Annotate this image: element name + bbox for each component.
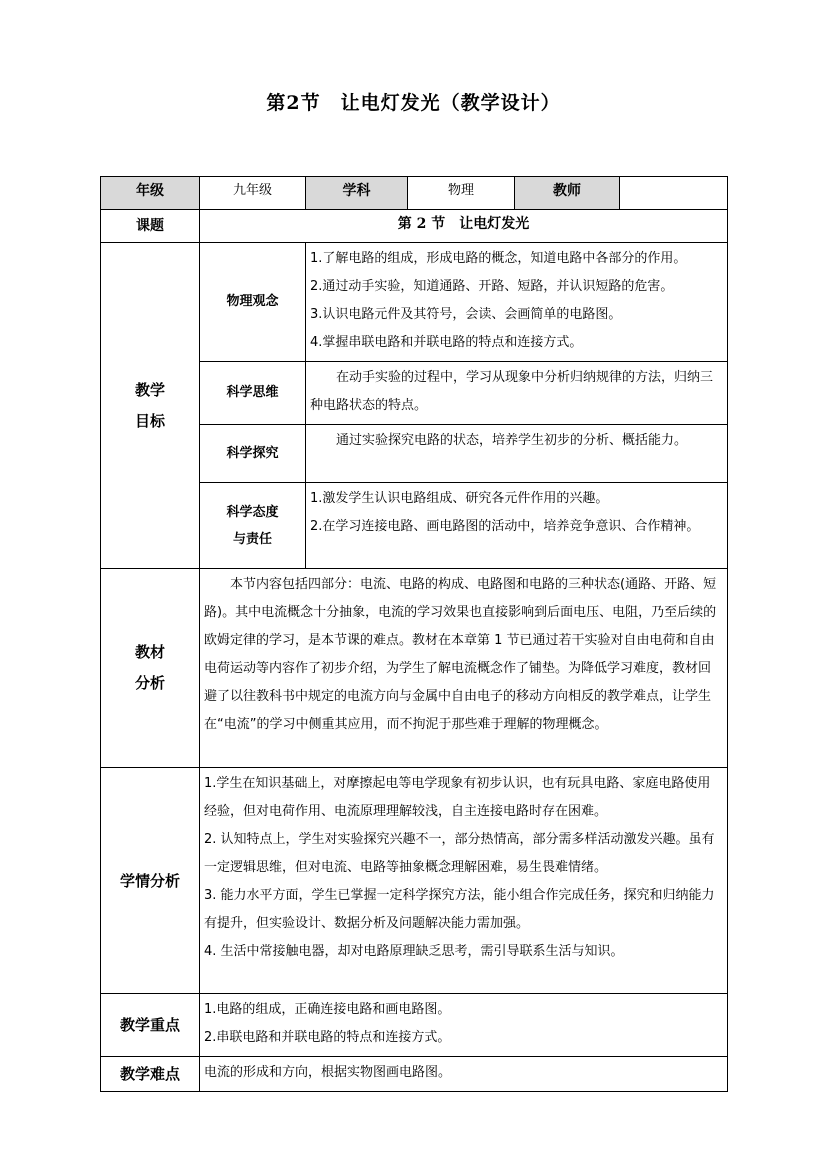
- objective-line: 2.在学习连接电路、画电路图的活动中，培养竞争意识、合作精神。: [310, 519, 700, 534]
- objective-line: 1.激发学生认识电路组成、研究各元件作用的兴趣。: [310, 491, 609, 506]
- objective-attitude-label-line1: 科学态度: [226, 504, 279, 520]
- grade-label: 年级: [101, 177, 200, 210]
- objective-inquiry-content: 通过实验探究电路的状态，培养学生初步的分析、概括能力。: [306, 425, 728, 483]
- material-label-line2: 分析: [134, 674, 165, 692]
- material-label-line1: 教材: [134, 643, 165, 661]
- grade-value: 九年级: [200, 177, 306, 210]
- students-item: 3. 能力水平方面，学生已掌握一定科学探究方法，能小组合作完成任务，探究和归纳能力有提升，但实验设计、数据分析及问题解决能力需加强。: [204, 888, 715, 931]
- subject-value: 物理: [408, 177, 515, 210]
- difficulties-content: 电流的形成和方向，根据实物图画电路图。: [200, 1057, 728, 1092]
- key-points-row: [101, 994, 728, 1057]
- students-content: [200, 768, 728, 994]
- topic-row: [101, 210, 728, 243]
- objectives-label-line2: 目标: [134, 411, 165, 430]
- difficulties-label: 教学难点: [101, 1057, 200, 1092]
- objective-line: 1.了解电路的组成，形成电路的概念，知道电路中各部分的作用。: [310, 251, 687, 266]
- objective-line: 4.掌握串联电路和并联电路的特点和连接方式。: [310, 335, 583, 350]
- key-point-item: 1.电路的组成，正确连接电路和画电路图。: [204, 1002, 451, 1017]
- key-point-item: 2.串联电路和并联电路的特点和连接方式。: [204, 1030, 451, 1045]
- objective-physics-label: 物理观念: [200, 243, 306, 362]
- objective-attitude-label: [200, 483, 306, 569]
- students-item: 2. 认知特点上，学生对实验探究兴趣不一，部分热情高，部分需多样活动激发兴趣。虽有一定逻辑思维，但对电流、电路等抽象概念理解困难，易生畏难情绪。: [204, 832, 715, 875]
- students-item: 1.学生在知识基础上，对摩擦起电等电学现象有初步认识，也有玩具电路、家庭电路使用经验，但对电荷作用、电流原理理解较浅，自主连接电路时存在困难。: [204, 776, 711, 819]
- header-row: [101, 177, 728, 210]
- objective-line: 3.认识电路元件及其符号，会读、会画简单的电路图。: [310, 307, 622, 322]
- lesson-plan-table: [100, 176, 728, 1092]
- key-points-label: 教学重点: [101, 994, 200, 1057]
- page-title: 第2节 让电灯发光（教学设计）: [266, 92, 561, 114]
- subject-label: 学科: [306, 177, 408, 210]
- objective-physics-content: [306, 243, 728, 362]
- objective-attitude-content: [306, 483, 728, 569]
- material-content: 本节内容包括四部分：电流、电路的构成、电路图和电路的三种状态(通路、开路、短路)。其中电流概念十分抽象，电流的学习效果也直接影响到后面电压、电阻，乃至后续的欧姆定律的学习，是本节课的难点。教材在本章第 1 节已通过若干实验对自由电荷和自由电荷运动等内容作了初步介绍，为学生了解电流概念作了铺垫。为降低学习难度，教材回避了以往教科书中规定的电流方向与金属中自由电子的移动方向相反的教学难点，让学生在“电流”的学习中侧重其应用，而不拘泥于那些难于理解的物理概念。: [200, 569, 728, 768]
- topic-label: 课题: [101, 210, 200, 243]
- objectives-label: [101, 243, 200, 569]
- objective-inquiry-label: 科学探究: [200, 425, 306, 483]
- material-label: [101, 569, 200, 768]
- objective-attitude-label-line2: 与责任: [232, 531, 272, 547]
- teacher-label: 教师: [515, 177, 620, 210]
- students-row: [101, 768, 728, 994]
- objective-thinking-content: 在动手实验的过程中，学习从现象中分析归纳规律的方法，归纳三种电路状态的特点。: [306, 362, 728, 425]
- objectives-label-line1: 教学: [134, 380, 165, 399]
- students-item: 4. 生活中常接触电器，却对电路原理缺乏思考，需引导联系生活与知识。: [204, 944, 624, 959]
- students-label: 学情分析: [101, 768, 200, 994]
- objective-line: 2.通过动手实验，知道通路、开路、短路，并认识短路的危害。: [310, 279, 674, 294]
- material-row: [101, 569, 728, 768]
- difficulties-row: [101, 1057, 728, 1092]
- objective-row-physics: [101, 243, 728, 362]
- objective-thinking-label: 科学思维: [200, 362, 306, 425]
- topic-value: 第 2 节 让电灯发光: [200, 210, 728, 243]
- teacher-value: [620, 177, 728, 210]
- key-points-content: [200, 994, 728, 1057]
